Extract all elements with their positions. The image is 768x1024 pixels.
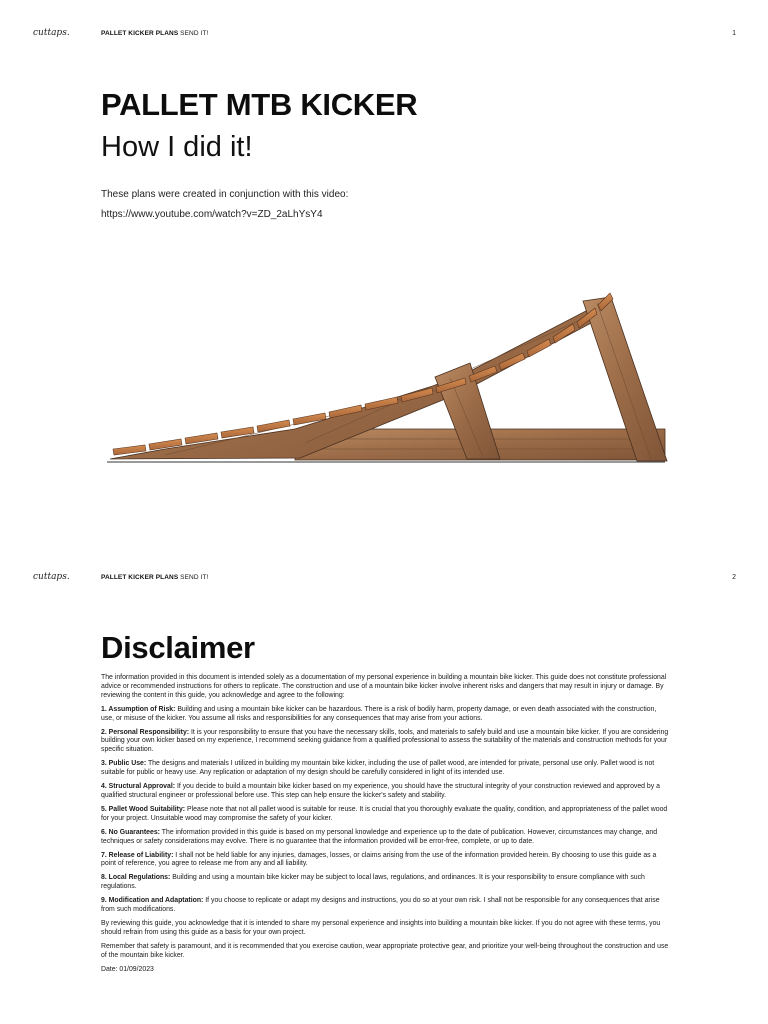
disclaimer-heading: Disclaimer — [101, 630, 255, 665]
disclaimer-item — [101, 706, 669, 724]
disclaimer-item — [101, 729, 669, 756]
disclaimer-item — [101, 806, 669, 824]
disclaimer-item-label: 4. Structural Approval: — [101, 783, 176, 791]
disclaimer-item — [101, 874, 669, 892]
disclaimer-item-label: 6. No Guarantees: — [101, 828, 160, 836]
page-2 — [0, 558, 768, 1024]
page-number: 2 — [732, 574, 736, 581]
disclaimer-item — [101, 897, 669, 915]
closing-paragraph: Remember that safety is paramount, and it is recommended that you exercise caution, wear appropriate protective gear, and prioritize your well-being throughout the construction and use of the mountain bike kicker. — [101, 942, 669, 959]
page-number: 1 — [732, 30, 736, 37]
disclaimer-item — [101, 829, 669, 847]
disclaimer-item-text: Please note that not all pallet wood is suitable for reuse. It is crucial that you thoroughly evaluate the quality, condition, and appropriateness of the pallet wood for your project. Unsuitable wood may compromise the safety of your kicker. — [101, 805, 668, 822]
disclaimer-item-label: 9. Modification and Adaptation: — [101, 897, 204, 905]
video-link[interactable]: https://www.youtube.com/watch?v=ZD_2aLhYsY4 — [101, 209, 323, 220]
running-header — [101, 30, 208, 37]
brand-logo: cuttaps. — [33, 28, 70, 38]
disclaimer-item — [101, 760, 669, 778]
disclaimer-item-text: It is your responsibility to ensure that you have the necessary skills, tools, and materials to safely build and use a mountain bike kicker. If you are considering building your own kicker based on my experience, I recommend seeking guidance from a qualified professional to assess the suitability of the materials and construction methods for your specific situation. — [101, 728, 669, 754]
document-date: Date: 01/09/2023 — [101, 965, 154, 973]
page-header — [0, 0, 768, 38]
brand-logo: cuttaps. — [33, 572, 70, 582]
disclaimer-item-text: Building and using a mountain bike kicker can be hazardous. There is a risk of bodily harm, property damage, or even death associated with the construction, use, or misuse of the kicker. You assume all risks and responsibilities for any consequences that may arise from your actions. — [101, 705, 657, 722]
disclaimer-item-text: Building and using a mountain bike kicker may be subject to local laws, regulations, and ordinances. It is your responsibility to ensure compliance with such regulations. — [101, 874, 645, 891]
running-header-rest: SEND IT! — [178, 30, 209, 37]
disclaimer-item — [101, 852, 669, 870]
disclaimer-item-label: 1. Assumption of Risk: — [101, 705, 176, 713]
page-header — [0, 558, 768, 582]
running-header-bold: PALLET KICKER PLANS — [101, 574, 179, 581]
disclaimer-item-text: The information provided in this guide is based on my personal knowledge and experience up to the date of publication. However, circumstances may change, and techniques or safety considerations may evolve. There is no guarantee that the information provided will be error-free, complete, or up to date. — [101, 828, 658, 845]
page-subtitle: How I did it! — [101, 131, 253, 163]
disclaimer-item — [101, 783, 669, 801]
disclaimer-body — [101, 674, 669, 979]
disclaimer-item-label: 2. Personal Responsibility: — [101, 728, 190, 736]
intro-text: These plans were created in conjunction with this video: — [101, 189, 349, 200]
disclaimer-item-text: If you choose to replicate or adapt my designs and instructions, you do so at your own risk. I shall not be responsible for any consequences that arise from such modifications. — [101, 897, 660, 914]
running-header-rest: SEND IT! — [178, 574, 209, 581]
disclaimer-item-label: 3. Public Use: — [101, 760, 147, 768]
disclaimer-item-text: If you decide to build a mountain bike kicker based on my experience, you should have the structural integrity of your construction reviewed and approved by a qualified structural engineer or professional before use. This step can help ensure the kicker's safety and stability. — [101, 783, 660, 799]
disclaimer-intro: The information provided in this document is intended solely as a documentation of my personal experience in building a mountain bike kicker. This guide does not constitute professional advice or recommended instructions for others to replicate. The construction and use of a mountain bike kicker involve inherent risks and dangers that may result in injury or damage. By reviewing the content in this guide, you acknowledge and agree to the following: — [101, 674, 667, 699]
page-title: PALLET MTB KICKER — [101, 87, 418, 122]
disclaimer-item-text: I shall not be held liable for any injuries, damages, losses, or claims arising from the use of the information provided herein. By choosing to use this guide as a point of reference, you agree to release me from any and all liability. — [101, 851, 657, 868]
disclaimer-item-label: 8. Local Regulations: — [101, 874, 171, 882]
kicker-illustration — [105, 283, 670, 468]
running-header — [101, 574, 208, 581]
running-header-bold: PALLET KICKER PLANS — [101, 30, 179, 37]
closing-paragraph: By reviewing this guide, you acknowledge that it is intended to share my personal experience and insights into building a mountain bike kicker. If you do not agree with these terms, you should refrain from using this guide as a basis for your own project. — [101, 919, 661, 936]
disclaimer-item-text: The designs and materials I utilized in building my mountain bike kicker, including the use of pallet wood, are intended for private, personal use only. Pallet wood is not suitable for public or heavy use. Any replication or adaptation of my design should be carefully considered in light of its intended use. — [101, 760, 655, 777]
disclaimer-item-label: 7. Release of Liability: — [101, 851, 174, 859]
disclaimer-item-label: 5. Pallet Wood Suitability: — [101, 805, 186, 813]
